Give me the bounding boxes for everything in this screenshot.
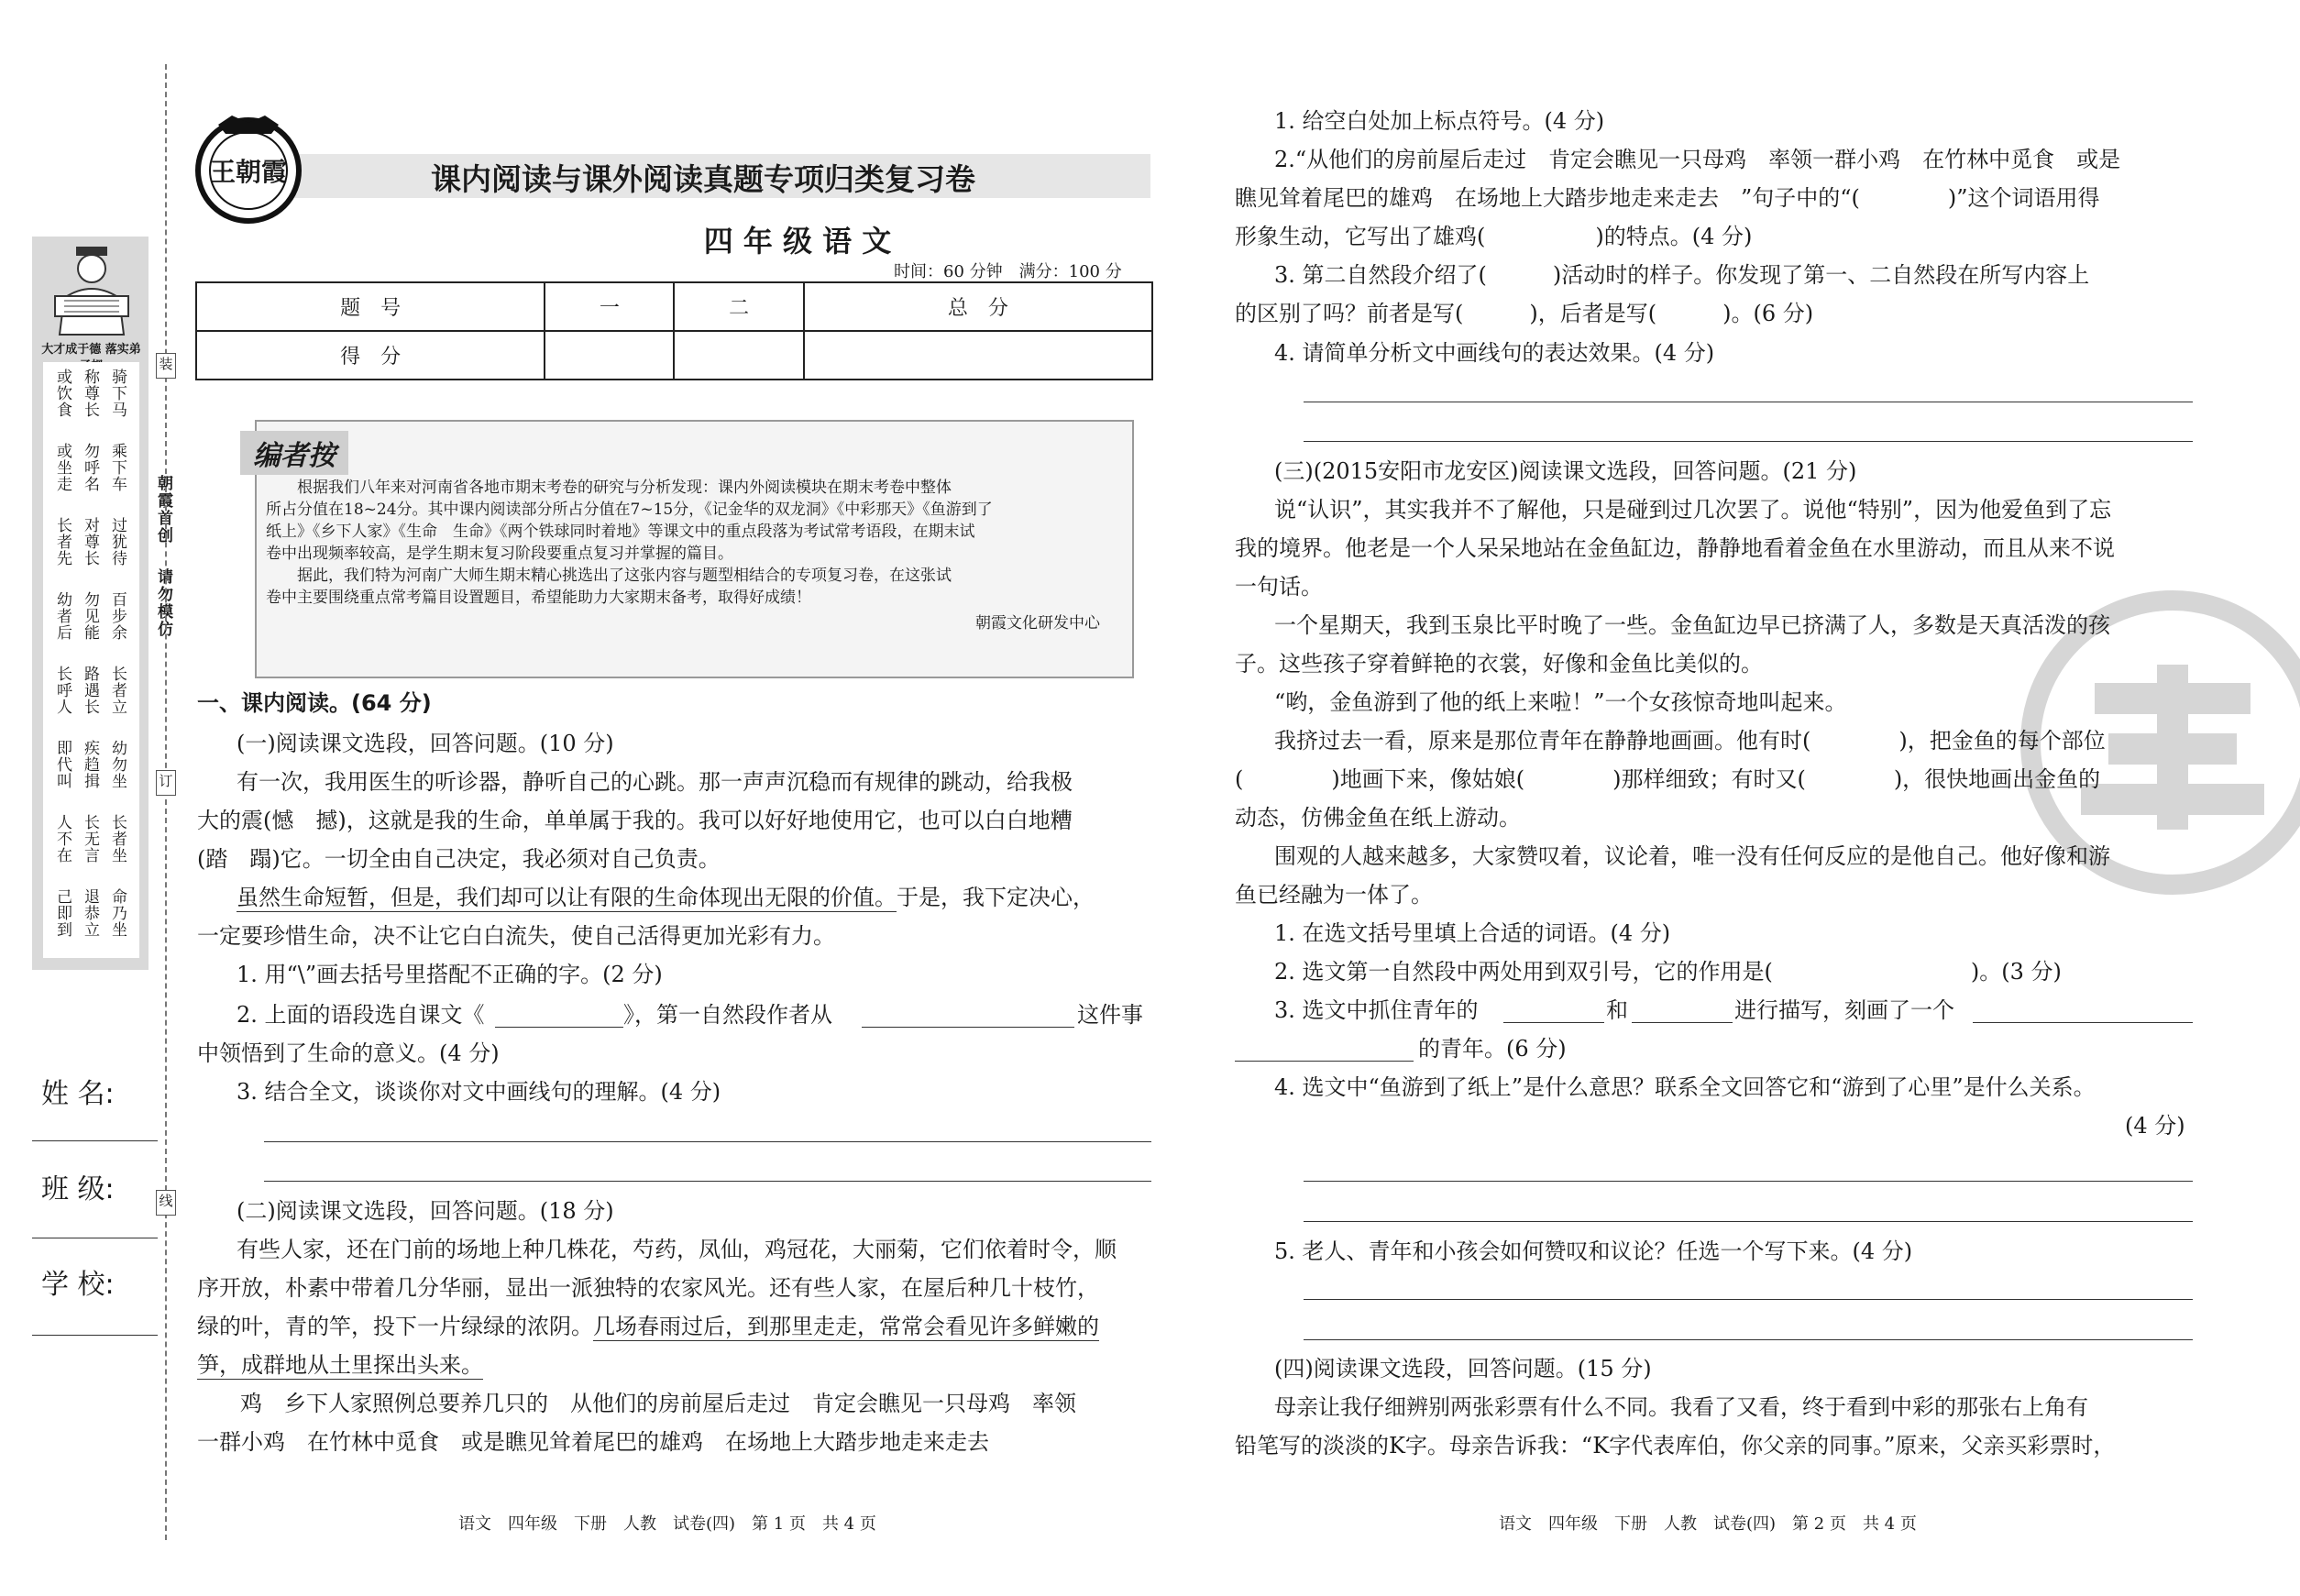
question-3-5: 5. 老人、青年和小孩会如何赞叹和议论？任选一个写下来。(4 分) bbox=[1274, 1238, 1913, 1264]
question-3-4-score: (4 分) bbox=[2125, 1113, 2185, 1139]
para-text: 绿的叶，青的竿，投下一片绿绿的浓阴。 bbox=[197, 1314, 593, 1339]
binding-line bbox=[165, 64, 167, 1540]
part-2-para: 鸡 乡下人家照例总要养几只的 从他们的房前屋后走过 肯定会瞧见一只母鸡 率领 bbox=[240, 1391, 1076, 1416]
question-3-3-c: 进行描写，刻画了一个 bbox=[1734, 997, 1954, 1023]
question-3-3-b: 和 bbox=[1606, 997, 1628, 1023]
part-2-para: 一群小鸡 在竹林中觅食 或是瞧见耸着尾巴的雄鸡 在场地上大踏步地走来走去 bbox=[197, 1429, 989, 1455]
question-1-2: 2. 上面的语段选自课文《 bbox=[237, 1002, 485, 1028]
answer-blank[interactable] bbox=[1632, 1022, 1733, 1023]
score-header-2: 二 bbox=[674, 282, 803, 331]
part-3-para: “哟，金鱼游到了他的纸上来啦！”一个女孩惊奇地叫起来。 bbox=[1274, 689, 1847, 715]
part-3-para: 围观的人越来越多，大家赞叹着，议论着，唯一没有任何反应的是他自己。他好像和游 bbox=[1274, 843, 2110, 869]
score-header-1: 一 bbox=[545, 282, 674, 331]
para-rest: 于是，我下定决心， bbox=[897, 885, 1095, 910]
underlined-sentence: 几场春雨过后，到那里走走，常常会看见许多鲜嫩的 bbox=[593, 1314, 1099, 1339]
sidebar-rule-text: 幼勿坐 bbox=[108, 740, 127, 789]
question-2-3: 3. 第二自然段介绍了( )活动时的样子。你发现了第一、二自然段在所写内容上 bbox=[1274, 262, 2090, 288]
vertical-note-2: 请勿模仿 bbox=[154, 568, 172, 638]
sidebar-rule-text: 勿呼名 bbox=[81, 443, 99, 492]
name-label: 姓 名: bbox=[41, 1078, 115, 1110]
sidebar-rule-text: 疾趋揖 bbox=[81, 740, 99, 789]
score-header-label: 题 号 bbox=[196, 282, 545, 331]
question-3-1: 1. 在选文括号里填上合适的词语。(4 分) bbox=[1274, 920, 1671, 946]
part-4-para: 铅笔写的淡淡的K字。母亲告诉我：“K字代表库伯，你父亲的同事。”原来，父亲买彩票时， bbox=[1235, 1433, 2116, 1458]
part-2-para: 有些人家，还在门前的场地上种几株花，芍药，凤仙，鸡冠花，大丽菊，它们依着时令，顺 bbox=[237, 1237, 1117, 1262]
section-1-heading: 一、课内阅读。(64 分) bbox=[197, 690, 432, 716]
editor-note-heading: 编者按 bbox=[240, 431, 348, 475]
answer-blank[interactable] bbox=[1503, 1022, 1604, 1023]
score-cell-1[interactable] bbox=[545, 331, 674, 380]
sidebar-rule-text: 过犹待 bbox=[108, 517, 127, 567]
name-field[interactable] bbox=[32, 1140, 158, 1141]
part-1-para: (踏 蹋)它。一切全由自己决定，我必须对自己负责。 bbox=[197, 846, 721, 872]
sidebar-rule-text: 对尊长 bbox=[81, 517, 99, 567]
school-field[interactable] bbox=[32, 1335, 158, 1336]
answer-line[interactable] bbox=[1304, 1221, 2193, 1222]
score-cell-2[interactable] bbox=[674, 331, 803, 380]
class-label: 班 级: bbox=[41, 1173, 115, 1205]
part-2-para bbox=[197, 1351, 483, 1379]
part-2-para: 序开放，朴素中带着几分华丽，显出一派独特的农家风光。还有些人家，在屋后种几十枝竹， bbox=[197, 1275, 1099, 1301]
sidebar-rule-text: 或坐走 bbox=[53, 443, 72, 492]
part-1-para bbox=[237, 884, 1095, 911]
sidebar-rule-text: 即代叫 bbox=[53, 740, 72, 789]
sidebar-rule-text: 幼者后 bbox=[53, 591, 72, 641]
seal-mark-3: 线 bbox=[156, 1190, 176, 1216]
answer-line[interactable] bbox=[1304, 441, 2193, 442]
sidebar-rule-text: 长呼人 bbox=[53, 666, 72, 715]
editor-note-line: 卷中主要围绕重点常考篇目设置题目，希望能助力大家期末备考，取得好成绩！ bbox=[266, 589, 811, 607]
part-3-para: 子。这些孩子穿着鲜艳的衣裳，好像和金鱼比美似的。 bbox=[1235, 651, 1763, 677]
sidebar-rule-text: 长者坐 bbox=[108, 814, 127, 864]
school-label: 学 校: bbox=[41, 1269, 115, 1301]
part-4-heading: (四)阅读课文选段，回答问题。(15 分) bbox=[1274, 1356, 1652, 1381]
sidebar-rule-text: 乘下车 bbox=[108, 443, 127, 492]
sidebar-rule-text: 或饮食 bbox=[53, 369, 72, 418]
score-header-total: 总 分 bbox=[804, 282, 1152, 331]
question-1-2-b: 》，第一自然段作者从 bbox=[623, 1002, 832, 1028]
sidebar-rule-text: 长无言 bbox=[81, 814, 99, 864]
editor-note-line: 所占分值在18~24分。其中课内阅读部分所占分值在7~15分，《记金华的双龙洞》《中彩那天》《鱼游到了 bbox=[266, 501, 993, 519]
question-3-3-d: 的青年。(6 分) bbox=[1418, 1036, 1567, 1062]
editor-note-line: 据此，我们特为河南广大师生期末精心挑选出了这张内容与题型相结合的专项复习卷，在这张试 bbox=[297, 567, 952, 585]
part-3-para: 我挤过去一看，原来是那位青年在静静地画画。他有时( )，把金鱼的每个部位 bbox=[1274, 728, 2106, 754]
question-2-3-b: 的区别了吗？前者是写( )，后者是写( )。(6 分) bbox=[1235, 301, 1814, 326]
sidebar-rule-text: 勿见能 bbox=[81, 591, 99, 641]
sidebar-rule-text: 路遇长 bbox=[81, 666, 99, 715]
part-3-para: 说“认识”，其实我并不了解他，只是碰到过几次罢了。说他“特别”，因为他爱鱼到了忘 bbox=[1274, 497, 2112, 523]
question-1-3: 3. 结合全文，谈谈你对文中画线句的理解。(4 分) bbox=[237, 1079, 721, 1105]
part-2-heading: (二)阅读课文选段，回答问题。(18 分) bbox=[237, 1198, 614, 1224]
part-3-para: 动态，仿佛金鱼在纸上游动。 bbox=[1235, 805, 1521, 831]
page-1-footer: 语文 四年级 下册 人教 试卷(四) 第 1 页 共 4 页 bbox=[458, 1514, 876, 1534]
part-1-para: 一定要珍惜生命，决不让它白白流失，使自己活得更加光彩有力。 bbox=[197, 923, 835, 949]
sidebar-rule-text: 命乃坐 bbox=[108, 888, 127, 938]
sidebar-rule-text: 骑下马 bbox=[108, 369, 127, 418]
part-3-para: ( )地画下来，像姑娘( )那样细致；有时又( )，很快地画出金鱼的 bbox=[1235, 766, 2101, 792]
question-2-1: 1. 给空白处加上标点符号。(4 分) bbox=[1274, 108, 1605, 134]
part-3-para: 一个星期天，我到玉泉比平时晚了一些。金鱼缸边早已挤满了人，多数是天真活泼的孩 bbox=[1274, 612, 2110, 638]
question-3-2: 2. 选文第一自然段中两处用到双引号，它的作用是( )。(3 分) bbox=[1274, 959, 2062, 985]
answer-line[interactable] bbox=[1304, 1339, 2193, 1340]
vertical-note-1: 朝霞首创 bbox=[154, 475, 172, 545]
editor-note-line: 根据我们八年来对河南省各地市期末考卷的研究与分析发现：课内外阅读模块在期末考卷中整体 bbox=[297, 479, 952, 497]
part-1-para: 大的震(憾 撼)，这就是我的生命，单单属于我的。我可以好好地使用它，也可以白白地糟 bbox=[197, 808, 1073, 833]
answer-blank[interactable] bbox=[1973, 1022, 2193, 1023]
answer-line[interactable] bbox=[264, 1141, 1151, 1142]
sidebar-rule-text: 人不在 bbox=[53, 814, 72, 864]
seal-mark-1: 装 bbox=[156, 353, 176, 379]
editor-note-line: 卷中出现频率较高，是学生期末复习阶段要重点复习并掌握的篇目。 bbox=[266, 545, 733, 563]
answer-blank[interactable] bbox=[1235, 1061, 1414, 1062]
answer-blank[interactable] bbox=[862, 1027, 1074, 1028]
part-3-heading: (三)(2015安阳市龙安区)阅读课文选段，回答问题。(21 分) bbox=[1274, 458, 1857, 484]
exam-title: 课内阅读与课外阅读真题专项归类复习卷 bbox=[431, 161, 975, 197]
part-4-para: 母亲让我仔细辨别两张彩票有什么不同。我看了又看，终于看到中彩的那张右上角有 bbox=[1274, 1394, 2088, 1420]
time-info: 时间：60 分钟 满分：100 分 bbox=[894, 262, 1122, 281]
underlined-sentence: 虽然生命短暂，但是，我们却可以让有限的生命体现出无限的价值。 bbox=[237, 885, 897, 910]
answer-line[interactable] bbox=[1304, 1299, 2193, 1300]
sidebar-rule-text: 长者先 bbox=[53, 517, 72, 567]
sidebar-rule-text: 称尊长 bbox=[81, 369, 99, 418]
question-3-4: 4. 选文中“鱼游到了纸上”是什么意思？联系全文回答它和“游到了心里”是什么关系。 bbox=[1274, 1074, 2096, 1100]
score-cell-total[interactable] bbox=[804, 331, 1152, 380]
sidebar-rule-text: 长者立 bbox=[108, 666, 127, 715]
logo-text: 王朝霞 bbox=[209, 157, 287, 187]
question-2-2-c: 形象生动，它写出了雄鸡( )的特点。(4 分) bbox=[1235, 224, 1753, 249]
sidebar-scholar-icon bbox=[50, 243, 133, 339]
sidebar-rule-text: 退恭立 bbox=[81, 888, 99, 938]
question-2-4: 4. 请简单分析文中画线句的表达效果。(4 分) bbox=[1274, 340, 1715, 366]
underlined-sentence: 笋，成群地从土里探出头来。 bbox=[197, 1352, 483, 1378]
question-2-2: 2.“从他们的房前屋后走过 肯定会瞧见一只母鸡 率领一群小鸡 在竹林中觅食 或是 bbox=[1274, 147, 2121, 172]
question-1-1: 1. 用“\”画去括号里搭配不正确的字。(2 分) bbox=[237, 962, 663, 987]
answer-blank[interactable] bbox=[495, 1027, 623, 1028]
sidebar-rule-text: 己即到 bbox=[53, 888, 72, 938]
score-row-label: 得 分 bbox=[196, 331, 545, 380]
sidebar-motto: 大才成于德 落实弟 bbox=[41, 343, 141, 357]
part-1-para: 有一次，我用医生的听诊器，静听自己的心跳。那一声声沉稳而有规律的跳动，给我极 bbox=[237, 769, 1073, 795]
seal-mark-2: 订 bbox=[156, 770, 176, 796]
page-2-footer: 语文 四年级 下册 人教 试卷(四) 第 2 页 共 4 页 bbox=[1499, 1514, 1917, 1534]
score-table bbox=[195, 281, 1153, 380]
part-3-para: 一句话。 bbox=[1235, 574, 1323, 600]
subject-title: 四 年 级 语 文 bbox=[703, 224, 892, 259]
answer-line[interactable] bbox=[1304, 1181, 2193, 1182]
question-1-2-c: 这件事 bbox=[1077, 1002, 1143, 1028]
part-1-heading: (一)阅读课文选段，回答问题。(10 分) bbox=[237, 731, 614, 756]
question-1-2-d: 中领悟到了生命的意义。(4 分) bbox=[197, 1040, 500, 1066]
sidebar-rule-text: 百步余 bbox=[108, 591, 127, 641]
part-2-para bbox=[197, 1313, 1099, 1340]
editor-note-signature: 朝霞文化研发中心 bbox=[975, 614, 1100, 633]
part-3-para: 我的境界。他老是一个人呆呆地站在金鱼缸边，静静地看着金鱼在水里游动，而且从来不说 bbox=[1235, 535, 2115, 561]
answer-line[interactable] bbox=[264, 1181, 1151, 1182]
question-3-3: 3. 选文中抓住青年的 bbox=[1274, 997, 1479, 1023]
editor-note-text bbox=[266, 477, 1118, 634]
editor-note-line: 纸上》《乡下人家》《生命 生命》《两个铁球同时着地》等课文中的重点段落为考试常考语段，在期末试 bbox=[266, 523, 975, 541]
question-2-2-b: 瞧见耸着尾巴的雄鸡 在场地上大踏步地走来走去 ”句子中的“( )”这个词语用得 bbox=[1235, 185, 2100, 211]
part-3-para: 鱼已经融为一体了。 bbox=[1235, 882, 1433, 908]
